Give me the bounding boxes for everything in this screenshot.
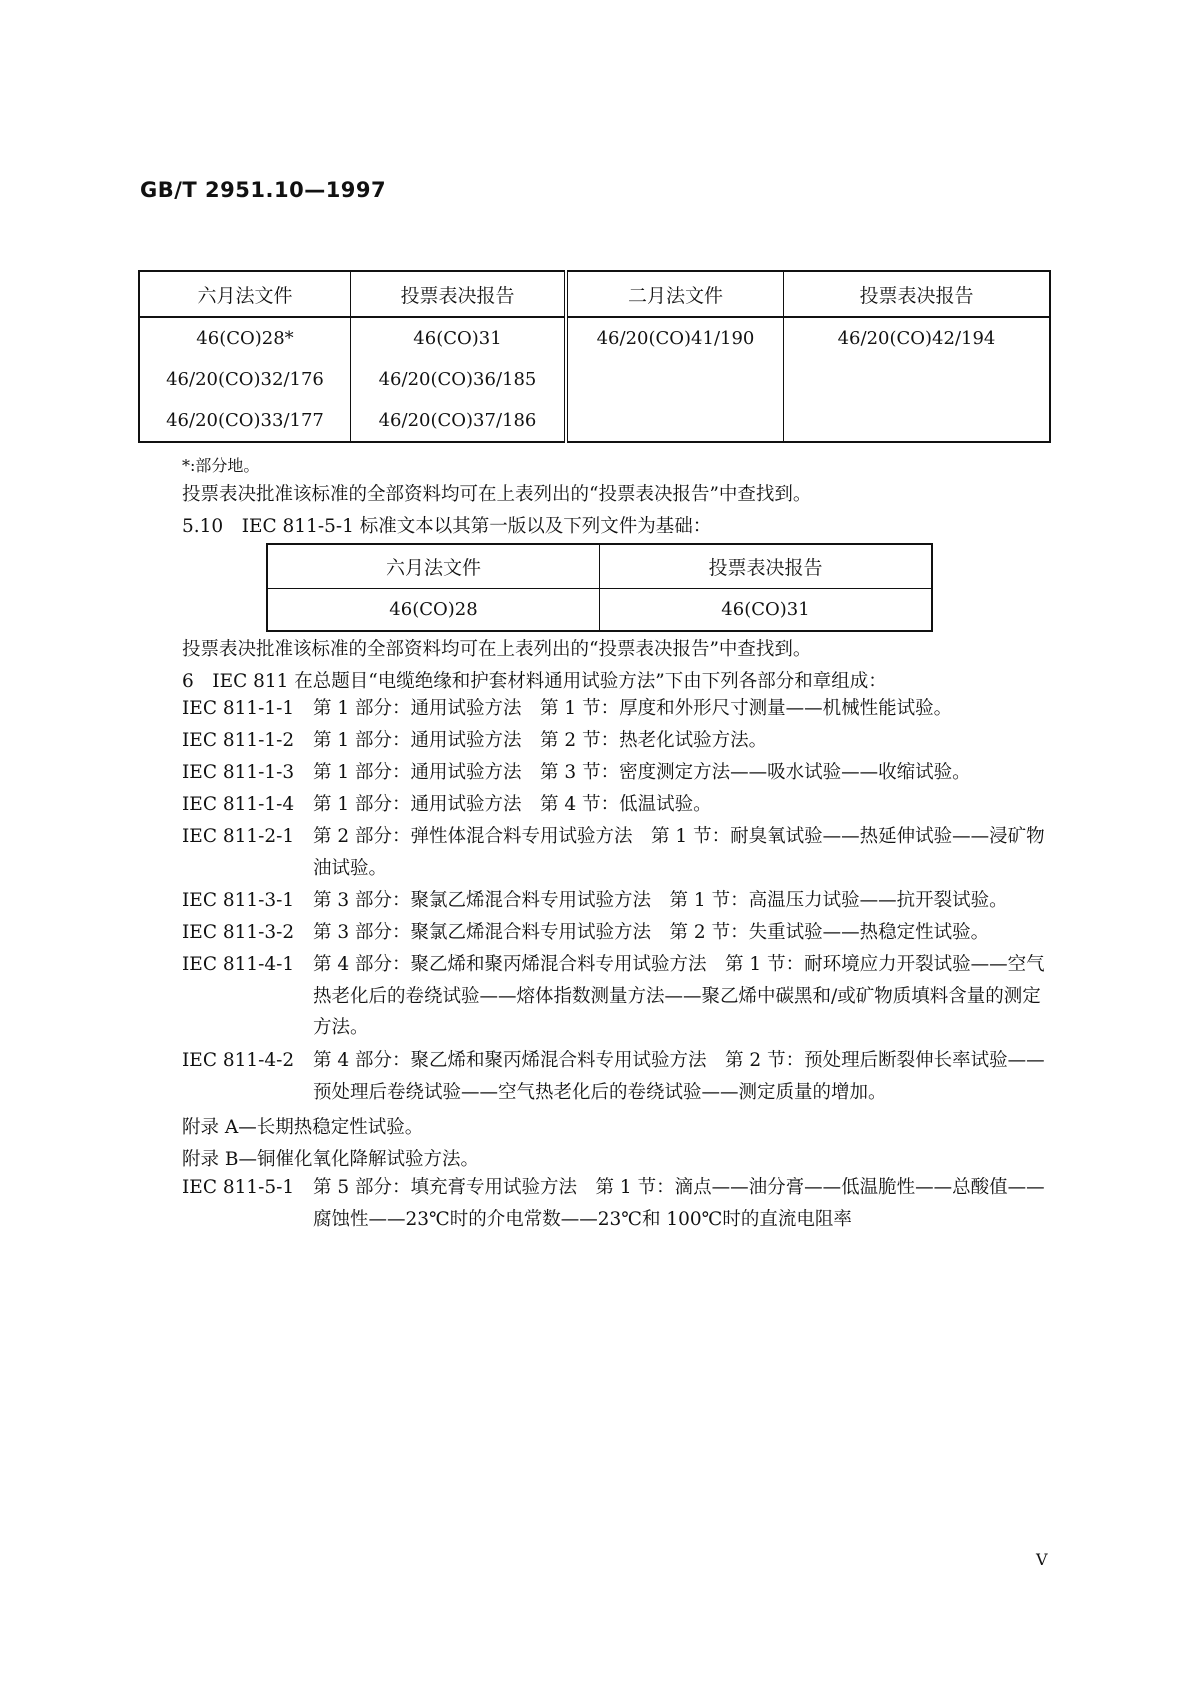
part-description: 第 4 部分：聚乙烯和聚丙烯混合料专用试验方法 第 2 节：预处理后断裂伸长率试验——预处理后卷绕试验——空气热老化后的卷绕试验——测定质量的增加。 bbox=[313, 1050, 1045, 1103]
table-cell: 46/20(CO)33/177 bbox=[166, 410, 324, 431]
part-description: 第 3 部分：聚氯乙烯混合料专用试验方法 第 1 节：高温压力试验——抗开裂试验。 bbox=[313, 890, 1008, 911]
table-row bbox=[139, 317, 1050, 359]
table-cell: 46/20(CO)32/176 bbox=[166, 369, 324, 390]
part-description: 第 1 部分：通用试验方法 第 2 节：热老化试验方法。 bbox=[313, 730, 768, 751]
part-code: IEC 811-1-3 bbox=[182, 762, 295, 783]
table-cell: 46/20(CO)42/194 bbox=[784, 317, 1051, 442]
table-row bbox=[267, 589, 932, 632]
col-header: 投票表决报告 bbox=[351, 271, 567, 317]
col-header: 投票表决报告 bbox=[784, 271, 1051, 317]
col-header: 六月法文件 bbox=[139, 271, 351, 317]
table-cell: 46(CO)28 bbox=[389, 599, 478, 620]
paragraph: 6 IEC 811 在总题目“电缆绝缘和护套材料通用试验方法”下由下列各部分和章组成： bbox=[182, 671, 887, 692]
paragraph: 5.10 IEC 811-5-1 标准文本以其第一版以及下列文件为基础： bbox=[182, 516, 712, 537]
table-cell: 46(CO)31 bbox=[600, 589, 933, 632]
voting-documents-table bbox=[138, 270, 1051, 443]
part-code: IEC 811-5-1 bbox=[182, 1177, 295, 1198]
col-header: 六月法文件 bbox=[267, 544, 600, 589]
appendix-b: 附录 B—铜催化氧化降解试验方法。 bbox=[182, 1149, 479, 1170]
paragraph: 投票表决批准该标准的全部资料均可在上表列出的“投票表决报告”中查找到。 bbox=[182, 484, 812, 505]
part-code: IEC 811-1-1 bbox=[182, 698, 295, 719]
part-description: 第 1 部分：通用试验方法 第 1 节：厚度和外形尺寸测量——机械性能试验。 bbox=[313, 698, 953, 719]
table-cell: 46/20(CO)36/185 bbox=[351, 359, 567, 400]
table-cell: 46(CO)31 bbox=[351, 317, 567, 359]
page-number: V bbox=[1036, 1550, 1048, 1569]
table-header-row bbox=[139, 271, 1050, 317]
col-header: 投票表决报告 bbox=[600, 544, 933, 589]
part-code: IEC 811-4-2 bbox=[182, 1050, 295, 1071]
paragraph: 投票表决批准该标准的全部资料均可在上表列出的“投票表决报告”中查找到。 bbox=[182, 639, 812, 660]
part-description: 第 4 部分：聚乙烯和聚丙烯混合料专用试验方法 第 1 节：耐环境应力开裂试验——空气热老化后的卷绕试验——熔体指数测量方法——聚乙烯中碳黑和/或矿物质填料含量的测定方法。 bbox=[313, 954, 1045, 1039]
part-code: IEC 811-1-4 bbox=[182, 794, 295, 815]
table-header-row bbox=[267, 544, 932, 589]
table-cell: 46/20(CO)37/186 bbox=[351, 400, 567, 442]
col-header: 二月法文件 bbox=[566, 271, 784, 317]
table-cell: 46/20(CO)41/190 bbox=[566, 317, 784, 442]
part-code: IEC 811-3-1 bbox=[182, 890, 295, 911]
part-code: IEC 811-3-2 bbox=[182, 922, 295, 943]
part-description: 第 5 部分：填充膏专用试验方法 第 1 节：滴点——油分膏——低温脆性——总酸值——腐蚀性——23℃时的介电常数——23℃和 100℃时的直流电阻率 bbox=[313, 1177, 1045, 1230]
table-cell: 46(CO)28* bbox=[196, 328, 294, 349]
part-description: 第 1 部分：通用试验方法 第 3 节：密度测定方法——吸水试验——收缩试验。 bbox=[313, 762, 971, 783]
table-footnote: *:部分地。 bbox=[182, 456, 260, 475]
iec-811-5-1-documents-table bbox=[266, 543, 933, 632]
part-code: IEC 811-1-2 bbox=[182, 730, 295, 751]
part-description: 第 2 部分：弹性体混合料专用试验方法 第 1 节：耐臭氧试验——热延伸试验——浸矿物油试验。 bbox=[313, 826, 1045, 879]
appendix-a: 附录 A—长期热稳定性试验。 bbox=[182, 1117, 424, 1138]
part-code: IEC 811-2-1 bbox=[182, 826, 295, 847]
part-code: IEC 811-4-1 bbox=[182, 954, 295, 975]
part-description: 第 3 部分：聚氯乙烯混合料专用试验方法 第 2 节：失重试验——热稳定性试验。 bbox=[313, 922, 990, 943]
part-description: 第 1 部分：通用试验方法 第 4 节：低温试验。 bbox=[313, 794, 712, 815]
standard-code-header: GB/T 2951.10—1997 bbox=[140, 178, 387, 202]
